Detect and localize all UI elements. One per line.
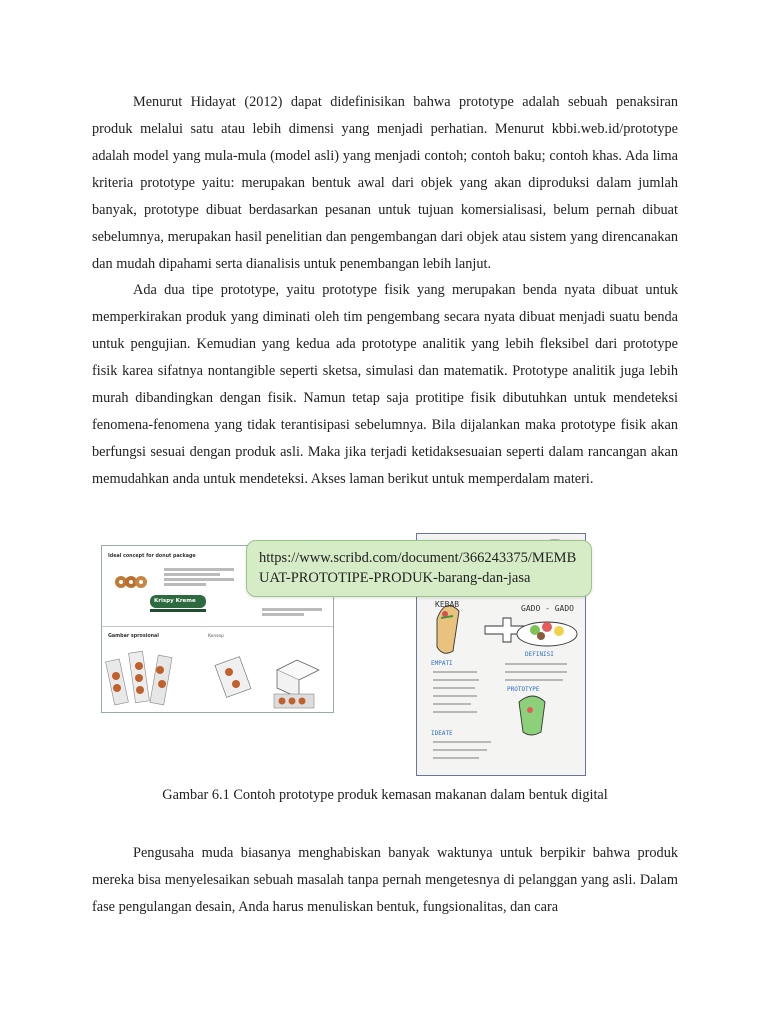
- figure-packaging-bottom-panel: [102, 630, 333, 712]
- figure-packaging-notes: [164, 566, 234, 588]
- paragraph-1: [92, 89, 678, 278]
- figure-packaging-heading: Ideal concept for donut package: [108, 554, 196, 559]
- krispy-kreme-logo: Krispy Kreme: [150, 595, 206, 608]
- figure-caption: Gambar 6.1 Contoh prototype produk kemasan makanan dalam bentuk digital: [162, 787, 608, 803]
- sketch-label-gado: GADO - GADO: [521, 604, 574, 613]
- package-sketches: [102, 630, 333, 712]
- scribd-link[interactable]: https://www.scribd.com/document/366243375/MEMBUAT-PROTOTIPE-PRODUK-barang-dan-jasa: [259, 550, 577, 586]
- logo-band: [150, 609, 206, 612]
- paragraph-3-text: Pengusaha muda biasanya menghabiskan banyak waktunya untuk berpikir bahwa produk mereka bisa menyelesaikan sebuah masalah tanpa pernah mengetesnya di pelanggan yang asli. Dalam fase pengulangan desain, Anda harus menuliskan bentuk, fungsionalitas, dan cara: [92, 845, 678, 915]
- paragraph-2-text: Ada dua tipe prototype, yaitu prototype fisik yang merupakan benda nyata dibuat untuk memperkirakan produk yang diminati oleh tim pengembang secara nyata dibuat menjadi suatu benda untuk pengujian. Kemudian yang kedua ada prototype analitik yang lebih fleksibel dari prototype fisik karea sifatnya nontangible seperti sketsa, simulasi dan matematik. Prototype analitik juga lebih murah dibandingkan dengan fisik. Namun tetap saja protitipe fisik dibutuhkan untuk mendeteksi fenomena-fenomena yang tidak terantisipasi sebelumnya. Bila dijalankan maka prototype fisik akan berfungsi sesuai dengan produk asli. Maka jika terjadi ketidaksesuaian seperti dalam rancangan akan memudahkan anda untuk mendeteksi. Akses laman berikut untuk memperdalam materi.: [92, 282, 678, 487]
- figure-packaging-subheading: Gambar sprosional: [108, 634, 159, 639]
- sketch-label-definisi: DEFINISI: [525, 651, 554, 658]
- figure-packaging-note-right: [262, 606, 322, 618]
- sketch-label-ideate: IDEATE: [431, 730, 453, 737]
- sketch-label-prototype: PROTOTYPE: [507, 686, 540, 693]
- sketch-label-kebab: KEBAB: [435, 600, 460, 609]
- donut-image: [114, 571, 148, 593]
- paragraph-2: [92, 277, 678, 493]
- scribd-link-box[interactable]: [246, 540, 592, 597]
- figure-packaging-concept-label: Konsep: [208, 634, 224, 639]
- paragraph-3: [92, 840, 678, 921]
- paragraph-1-text: Menurut Hidayat (2012) dapat didefinisikan bahwa prototype adalah sebuah penaksiran produk melalui satu atau lebih dimensi yang menjadi perhatian. Menurut kbbi.web.id/prototype adalah model yang mula-mula (model asli) yang menjadi contoh; contoh baku; contoh khas. Ada lima kriteria prototype yaitu: merupakan bentuk awal dari objek yang akan diproduksi dalam jumlah banyak, prototype dibuat berdasarkan pesanan untuk tujuan komersialisasi, belum pernah dibuat sebelumnya, merupakan hasil penelitian dan pengembangan dari objek atau sistem yang direncanakan dan mudah dipahami serta dianalisis untuk penembangan lebih lanjut.: [92, 94, 678, 272]
- sketch-label-empati: EMPATI: [431, 660, 453, 667]
